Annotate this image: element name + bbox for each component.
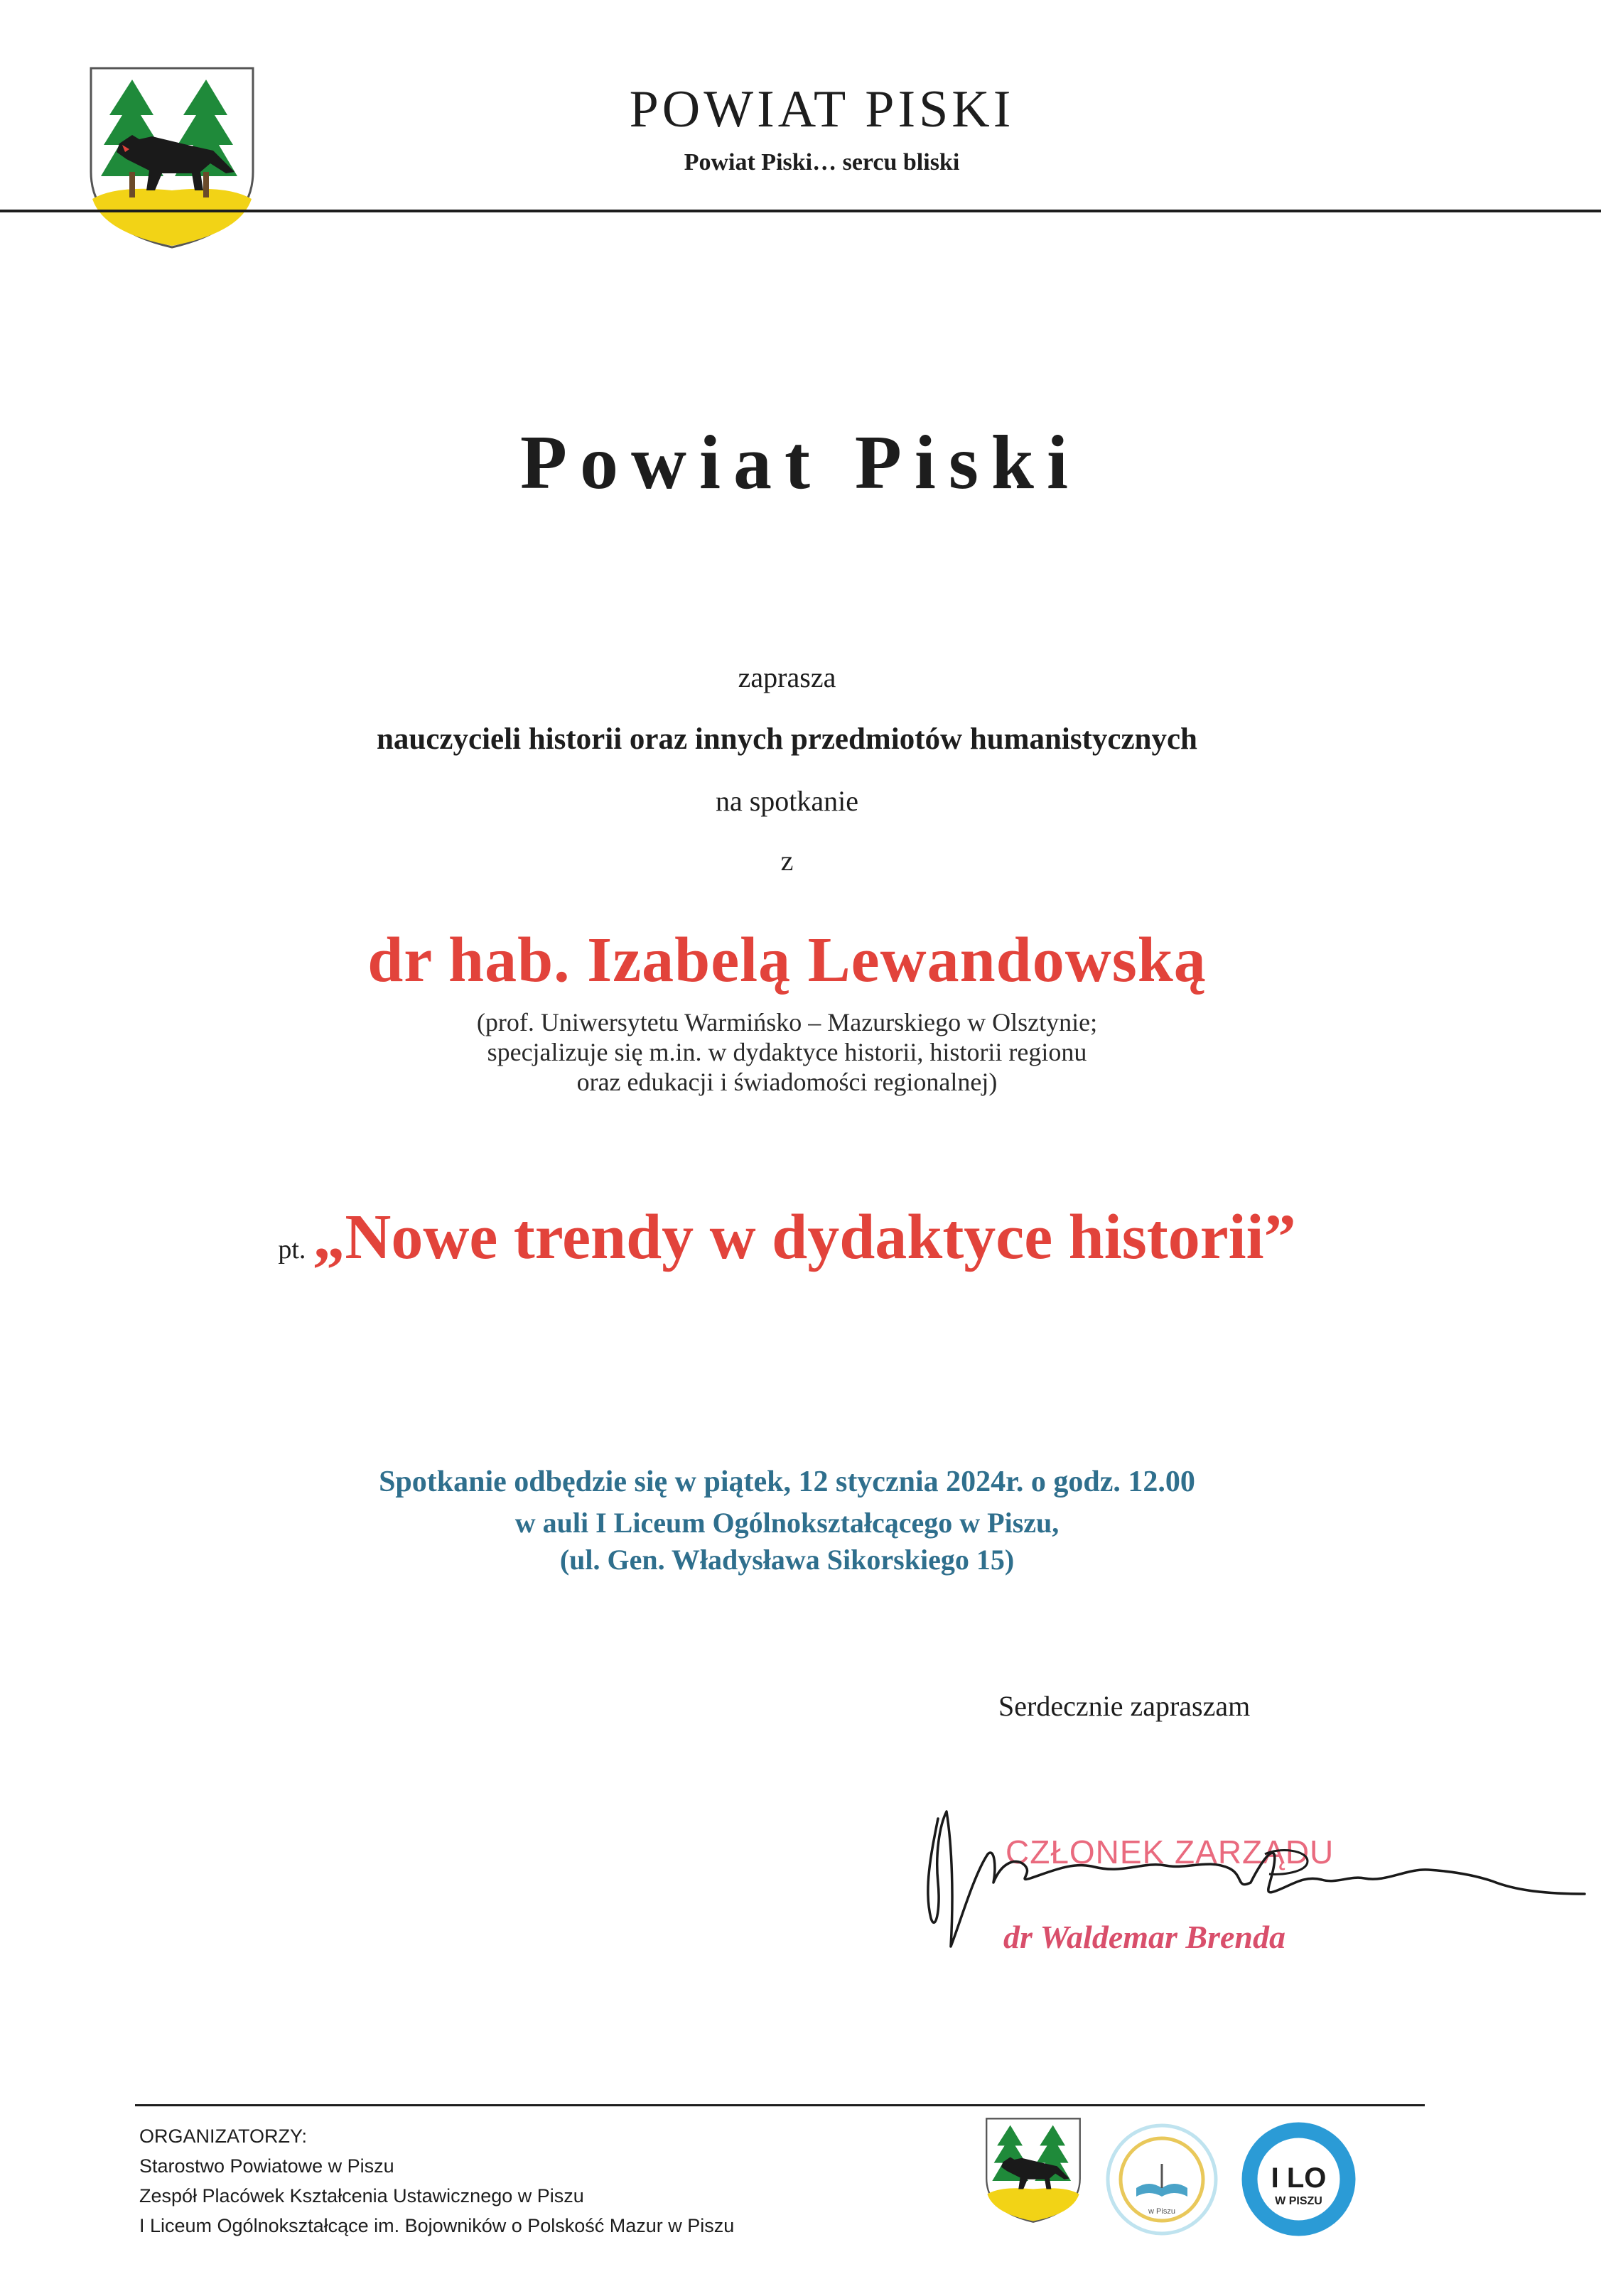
with-text: z xyxy=(780,845,794,877)
stamp-name: dr Waldemar Brenda xyxy=(1003,1919,1286,1955)
powiat-coat-of-arms-small-logo xyxy=(983,2117,1083,2224)
talk-title-line xyxy=(0,1201,1574,1274)
speaker-bio-line: (prof. Uniwersytetu Warmińsko – Mazurskiego w Olsztynie; xyxy=(476,1008,1098,1036)
organizer-item: I Liceum Ogólnokształcące im. Bojowników o Polskość Mazur w Piszu xyxy=(139,2215,735,2236)
stamp-title: CZŁONEK ZARZĄDU xyxy=(1006,1834,1335,1870)
talk-title: „Nowe trendy w dydaktyce historii” xyxy=(313,1202,1296,1272)
organizers-label: ORGANIZATORZY: xyxy=(139,2126,308,2147)
closing-text: Serdecznie zapraszam xyxy=(998,1690,1251,1722)
event-info-line: Spotkanie odbędzie się w piątek, 12 stycznia 2024r. o godz. 12.00 xyxy=(379,1466,1195,1498)
organizer-item: Starostwo Powiatowe w Piszu xyxy=(139,2155,394,2177)
organizer-item: Zespół Placówek Kształcenia Ustawicznego w Piszu xyxy=(139,2185,584,2206)
invites-text: zaprasza xyxy=(738,661,836,693)
ilo-seal-logo xyxy=(1240,2121,1357,2238)
speaker-bio-line: specjalizuje się m.in. w dydaktyce historii, historii regionu xyxy=(487,1038,1087,1066)
header-title: POWIAT PISKI xyxy=(629,80,1015,139)
header-subtitle: Powiat Piski… sercu bliski xyxy=(684,149,960,175)
talk-title-prefix: pt. xyxy=(278,1235,306,1265)
speaker-name: dr hab. Izabelą Lewandowską xyxy=(367,925,1207,995)
seal-ilo-subtext: W PISZU xyxy=(1275,2195,1322,2207)
seal-zpku-text: w Piszu xyxy=(1148,2207,1175,2216)
audience-text: nauczycieli historii oraz innych przedmiotów humanistycznych xyxy=(377,722,1197,756)
main-title: Powiat Piski xyxy=(519,421,1081,505)
event-info-line: w auli I Liceum Ogólnokształcącego w Piszu, xyxy=(514,1507,1060,1539)
event-info-line: (ul. Gen. Władysława Sikorskiego 15) xyxy=(559,1544,1015,1576)
seal-ilo-text: I LO xyxy=(1271,2162,1327,2194)
meeting-text: na spotkanie xyxy=(715,785,859,817)
speaker-bio-line: oraz edukacji i świadomości regionalnej) xyxy=(576,1068,998,1096)
handwritten-signature xyxy=(910,1790,1592,1961)
header-divider xyxy=(0,210,1601,212)
footer-divider xyxy=(135,2104,1425,2106)
zpku-seal-logo xyxy=(1105,2123,1219,2236)
